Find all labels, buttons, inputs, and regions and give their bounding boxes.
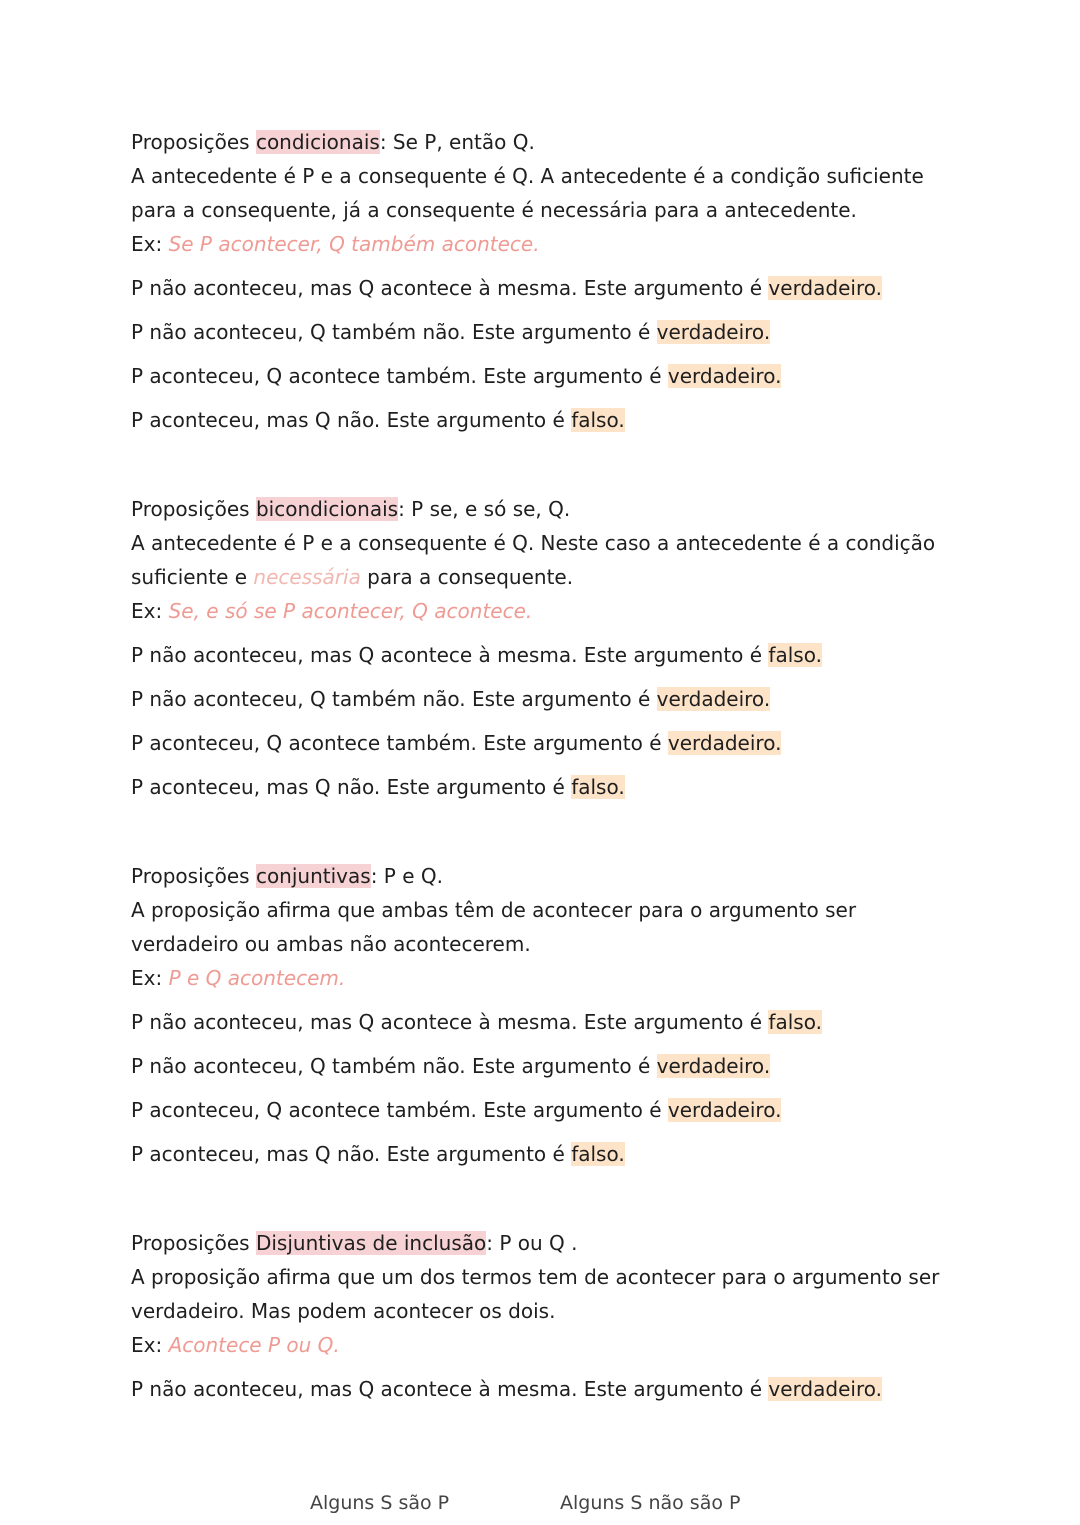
case-line: P não aconteceu, mas Q acontece à mesma. Este argumento é verdadeiro. [131,1377,882,1401]
case-line: P não aconteceu, Q também não. Este argumento é verdadeiro. [131,320,771,344]
verdict-highlight: verdadeiro. [667,364,782,388]
case-line: P não aconteceu, mas Q acontece à mesma. Este argumento é verdadeiro. [131,276,882,300]
verdict-highlight: falso. [571,408,625,432]
verdict-highlight: falso. [571,1142,625,1166]
example-line: Ex: Se, e só se P acontecer, Q acontece. [131,599,533,623]
section-description: A antecedente é P e a consequente é Q. A antecedente é a condição suficiente para a consequente, já a consequente é necessária para a antecedente. [131,164,924,222]
emphasis-text: necessária [253,565,361,589]
footer-label-left: Alguns S são P [310,1492,450,1514]
section-conjuntivas [131,859,961,1171]
verdict-highlight: falso. [768,643,822,667]
verdict-highlight: falso. [571,775,625,799]
example-text: Se P acontecer, Q também acontece. [168,232,540,256]
case-line: P não aconteceu, mas Q acontece à mesma. Este argumento é falso. [131,643,822,667]
case-line: P aconteceu, mas Q não. Este argumento é falso. [131,775,625,799]
term-highlight: condicionais [255,130,380,154]
term-highlight: conjuntivas [255,864,371,888]
verdict-highlight: verdadeiro. [667,1098,782,1122]
example-line: Ex: Acontece P ou Q. [131,1333,340,1357]
section-heading: Proposições bicondicionais: P se, e só se, Q. [131,497,571,521]
example-text: P e Q acontecem. [168,966,346,990]
example-text: Acontece P ou Q. [168,1333,340,1357]
case-line: P aconteceu, Q acontece também. Este argumento é verdadeiro. [131,364,782,388]
section-description: A proposição afirma que um dos termos tem de acontecer para o argumento ser verdadeiro. Mas podem acontecer os dois. [131,1265,940,1323]
case-line: P aconteceu, Q acontece também. Este argumento é verdadeiro. [131,1098,782,1122]
section-description: A antecedente é P e a consequente é Q. Neste caso a antecedente é a condição suficiente e necessária para a consequente. [131,531,936,589]
case-line: P não aconteceu, mas Q acontece à mesma. Este argumento é falso. [131,1010,822,1034]
example-text: Se, e só se P acontecer, Q acontece. [168,599,533,623]
section-bicondicionais [131,492,961,804]
section-disjuntivas [131,1226,961,1406]
verdict-highlight: verdadeiro. [656,1054,771,1078]
section-description: A proposição afirma que ambas têm de acontecer para o argumento ser verdadeiro ou ambas não acontecerem. [131,898,857,956]
case-line: P não aconteceu, Q também não. Este argumento é verdadeiro. [131,687,771,711]
example-line: Ex: P e Q acontecem. [131,966,346,990]
verdict-highlight: verdadeiro. [667,731,782,755]
example-line: Ex: Se P acontecer, Q também acontece. [131,232,540,256]
verdict-highlight: verdadeiro. [768,1377,882,1401]
term-highlight: bicondicionais [255,497,399,521]
verdict-highlight: falso. [768,1010,822,1034]
verdict-highlight: verdadeiro. [656,687,771,711]
case-line: P aconteceu, mas Q não. Este argumento é falso. [131,408,625,432]
section-heading: Proposições condicionais: Se P, então Q. [131,130,535,154]
term-highlight: Disjuntivas de inclusão [255,1231,487,1255]
footer-label-right: Alguns S não são P [560,1492,741,1514]
notes-page [131,125,961,1461]
case-line: P aconteceu, Q acontece também. Este argumento é verdadeiro. [131,731,782,755]
case-line: P aconteceu, mas Q não. Este argumento é falso. [131,1142,625,1166]
case-line: P não aconteceu, Q também não. Este argumento é verdadeiro. [131,1054,771,1078]
section-heading: Proposições conjuntivas: P e Q. [131,864,443,888]
section-condicionais [131,125,961,437]
verdict-highlight: verdadeiro. [768,276,882,300]
section-heading: Proposições Disjuntivas de inclusão: P ou Q . [131,1231,578,1255]
verdict-highlight: verdadeiro. [656,320,771,344]
